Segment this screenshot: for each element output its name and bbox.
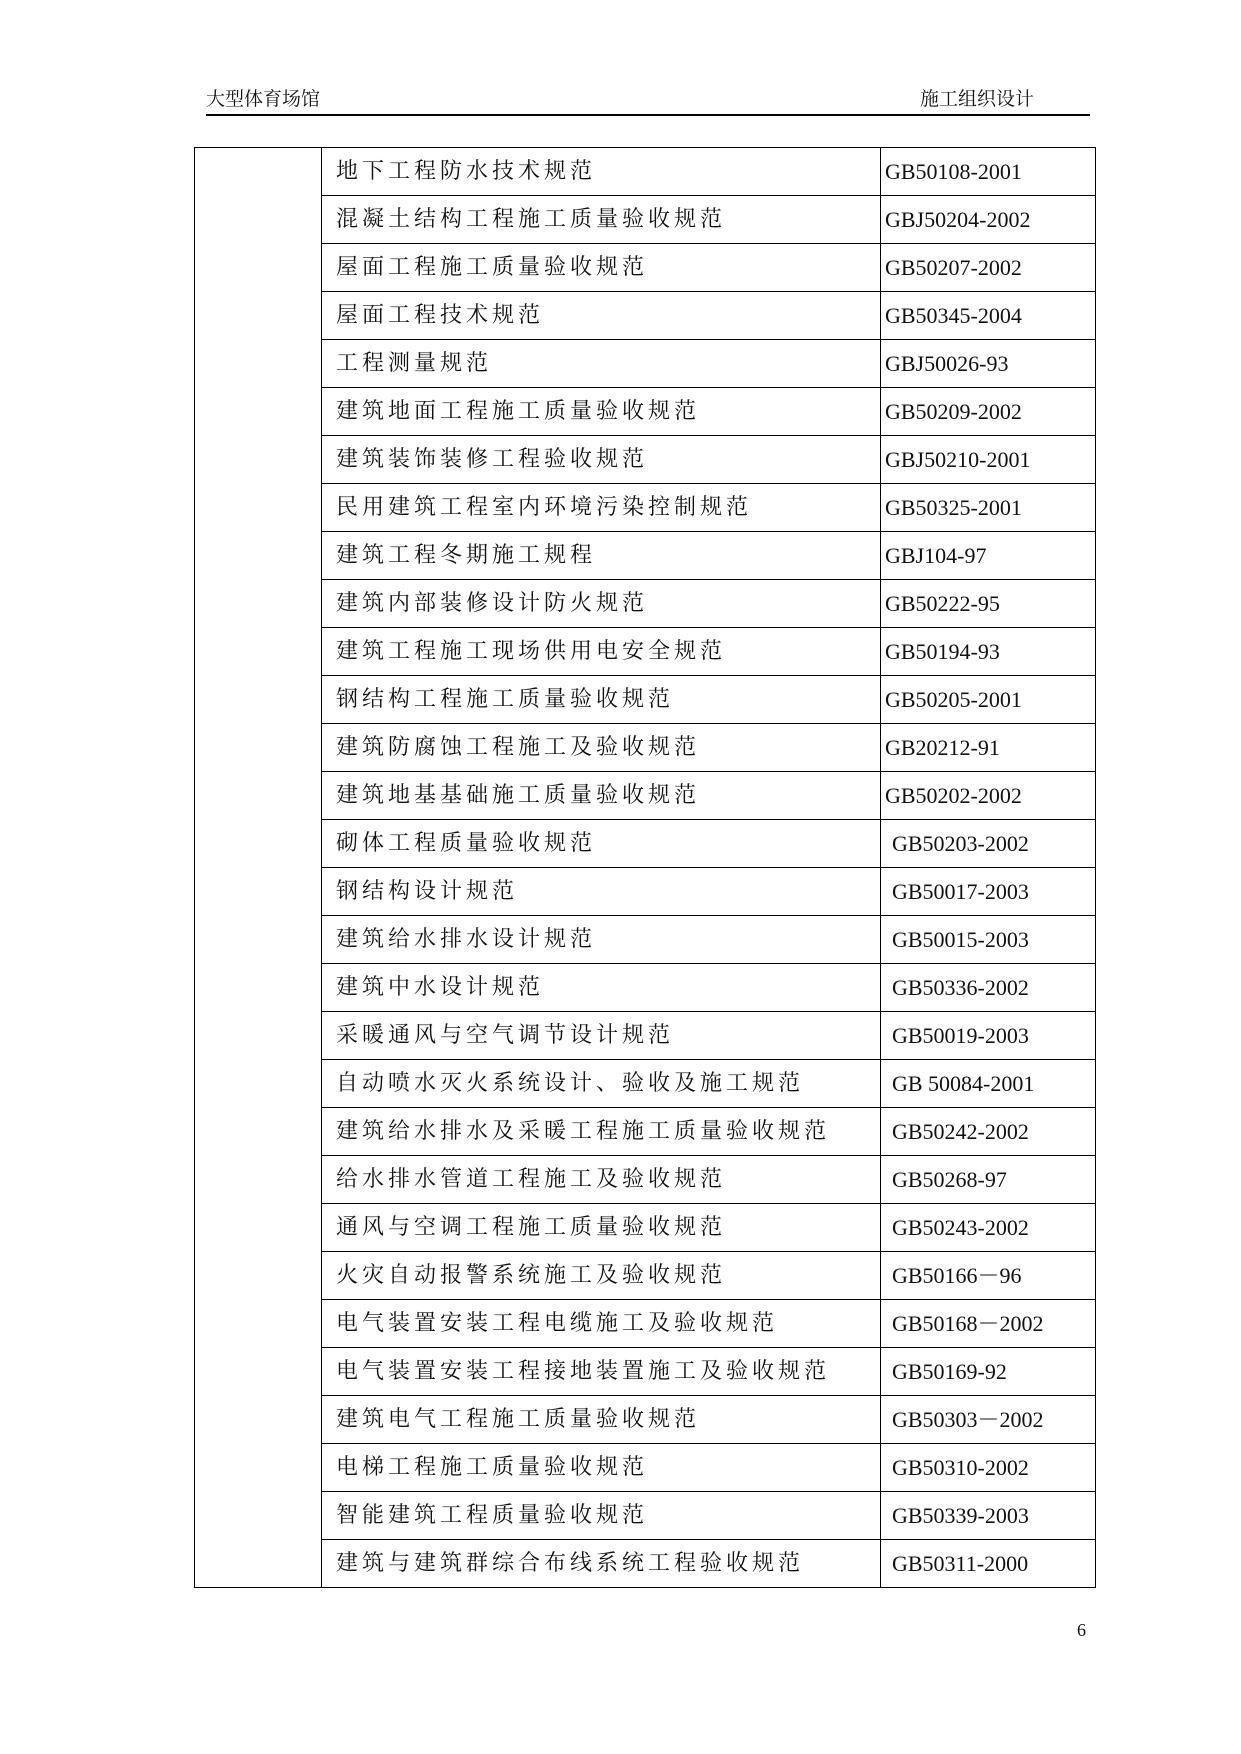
standard-name-cell: 屋面工程施工质量验收规范: [322, 244, 881, 292]
standard-name-cell: 给水排水管道工程施工及验收规范: [322, 1156, 881, 1204]
page-number: 6: [1077, 1620, 1086, 1640]
standard-code-cell: GB50017-2003: [881, 868, 1096, 916]
standard-name-cell: 建筑与建筑群综合布线系统工程验收规范: [322, 1540, 881, 1588]
table-row: [195, 1108, 1096, 1156]
standard-name-cell: 建筑工程冬期施工规程: [322, 532, 881, 580]
standard-code-cell: GBJ50026-93: [881, 340, 1096, 388]
standard-code-cell: GB50242-2002: [881, 1108, 1096, 1156]
standard-name-cell: 钢结构设计规范: [322, 868, 881, 916]
standard-code-cell: GB50207-2002: [881, 244, 1096, 292]
standard-code-cell: GB50310-2002: [881, 1444, 1096, 1492]
standard-code-cell: GB50202-2002: [881, 772, 1096, 820]
standard-code-cell: GB50019-2003: [881, 1012, 1096, 1060]
table-row: [195, 724, 1096, 772]
table-row: [195, 1156, 1096, 1204]
standard-name-cell: 建筑地面工程施工质量验收规范: [322, 388, 881, 436]
standard-name-cell: 自动喷水灭火系统设计、验收及施工规范: [322, 1060, 881, 1108]
standard-name-cell: 建筑中水设计规范: [322, 964, 881, 1012]
standard-name-cell: 屋面工程技术规范: [322, 292, 881, 340]
table-row: [195, 1060, 1096, 1108]
table-row: [195, 1540, 1096, 1588]
table-row: [195, 148, 1096, 196]
standard-name-cell: 混凝土结构工程施工质量验收规范: [322, 196, 881, 244]
table-row: [195, 292, 1096, 340]
standard-code-cell: GB50311-2000: [881, 1540, 1096, 1588]
standard-name-cell: 建筑电气工程施工质量验收规范: [322, 1396, 881, 1444]
standard-code-cell: GB50015-2003: [881, 916, 1096, 964]
standard-code-cell: GB50339-2003: [881, 1492, 1096, 1540]
header-document-title: 施工组织设计: [919, 88, 1034, 110]
standard-code-cell: GB50268-97: [881, 1156, 1096, 1204]
table-row: [195, 244, 1096, 292]
table-row: [195, 1348, 1096, 1396]
table-row: [195, 916, 1096, 964]
standard-code-cell: GB50243-2002: [881, 1204, 1096, 1252]
standard-name-cell: 采暖通风与空气调节设计规范: [322, 1012, 881, 1060]
standard-code-cell: GB50303－2002: [881, 1396, 1096, 1444]
standard-name-cell: 民用建筑工程室内环境污染控制规范: [322, 484, 881, 532]
standard-code-cell: GB50203-2002: [881, 820, 1096, 868]
standard-code-cell: GBJ50210-2001: [881, 436, 1096, 484]
standard-name-cell: 建筑内部装修设计防火规范: [322, 580, 881, 628]
standard-code-cell: GBJ104-97: [881, 532, 1096, 580]
standard-code-cell: GB20212-91: [881, 724, 1096, 772]
table-row: [195, 868, 1096, 916]
standard-name-cell: 通风与空调工程施工质量验收规范: [322, 1204, 881, 1252]
standard-name-cell: 建筑装饰装修工程验收规范: [322, 436, 881, 484]
table-row: [195, 820, 1096, 868]
standard-name-cell: 建筑防腐蚀工程施工及验收规范: [322, 724, 881, 772]
table-row: [195, 388, 1096, 436]
table-row: [195, 436, 1096, 484]
standards-table: [194, 147, 1096, 1588]
standard-name-cell: 建筑给水排水及采暖工程施工质量验收规范: [322, 1108, 881, 1156]
table-row: [195, 532, 1096, 580]
standard-code-cell: GB50194-93: [881, 628, 1096, 676]
standard-name-cell: 地下工程防水技术规范: [322, 148, 881, 196]
table-row: [195, 964, 1096, 1012]
table-row: [195, 1492, 1096, 1540]
category-cell: [195, 148, 322, 1588]
standard-name-cell: 火灾自动报警系统施工及验收规范: [322, 1252, 881, 1300]
table-row: [195, 1396, 1096, 1444]
table-row: [195, 628, 1096, 676]
table-row: [195, 772, 1096, 820]
standard-name-cell: 钢结构工程施工质量验收规范: [322, 676, 881, 724]
page-header: [206, 88, 1090, 116]
standard-name-cell: 建筑地基基础施工质量验收规范: [322, 772, 881, 820]
standard-name-cell: 砌体工程质量验收规范: [322, 820, 881, 868]
standard-code-cell: GB50168－2002: [881, 1300, 1096, 1348]
standard-code-cell: GB50209-2002: [881, 388, 1096, 436]
table-row: [195, 1252, 1096, 1300]
table-row: [195, 1444, 1096, 1492]
standard-code-cell: GB50205-2001: [881, 676, 1096, 724]
table-row: [195, 196, 1096, 244]
standards-table-body: [195, 148, 1096, 1588]
standard-name-cell: 建筑给水排水设计规范: [322, 916, 881, 964]
table-row: [195, 580, 1096, 628]
standard-code-cell: GB50166－96: [881, 1252, 1096, 1300]
table-row: [195, 340, 1096, 388]
standard-name-cell: 建筑工程施工现场供用电安全规范: [322, 628, 881, 676]
table-row: [195, 484, 1096, 532]
header-project-title: 大型体育场馆: [206, 88, 321, 110]
standard-code-cell: GB50336-2002: [881, 964, 1096, 1012]
standard-code-cell: GB50108-2001: [881, 148, 1096, 196]
standard-code-cell: GBJ50204-2002: [881, 196, 1096, 244]
standard-code-cell: GB50325-2001: [881, 484, 1096, 532]
standard-name-cell: 工程测量规范: [322, 340, 881, 388]
standard-name-cell: 电梯工程施工质量验收规范: [322, 1444, 881, 1492]
standard-name-cell: 智能建筑工程质量验收规范: [322, 1492, 881, 1540]
table-row: [195, 676, 1096, 724]
standard-name-cell: 电气装置安装工程接地装置施工及验收规范: [322, 1348, 881, 1396]
standard-code-cell: GB50222-95: [881, 580, 1096, 628]
standard-name-cell: 电气装置安装工程电缆施工及验收规范: [322, 1300, 881, 1348]
table-row: [195, 1300, 1096, 1348]
standard-code-cell: GB50169-92: [881, 1348, 1096, 1396]
standard-code-cell: GB50345-2004: [881, 292, 1096, 340]
table-row: [195, 1204, 1096, 1252]
table-row: [195, 1012, 1096, 1060]
standard-code-cell: GB 50084-2001: [881, 1060, 1096, 1108]
